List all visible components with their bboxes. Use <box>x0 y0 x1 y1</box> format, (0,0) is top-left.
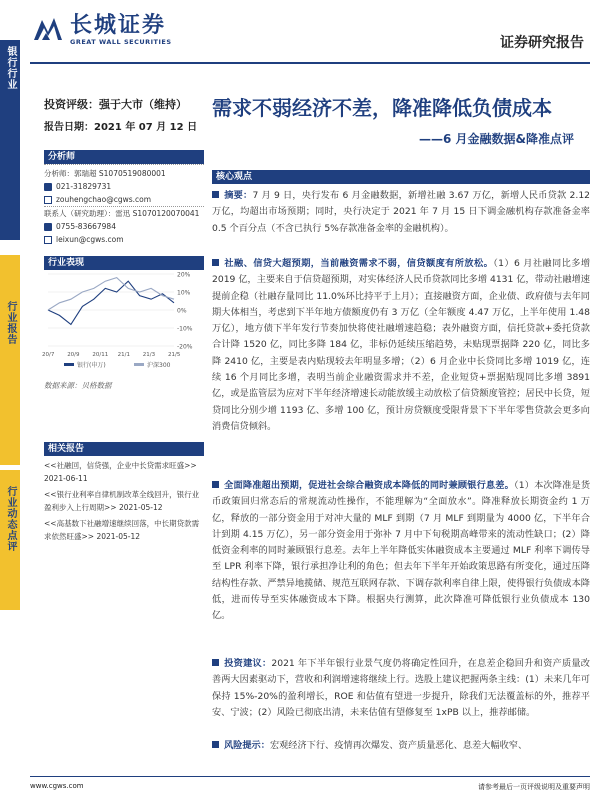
related-reports <box>44 442 204 543</box>
company-logo <box>30 14 172 46</box>
credit-paragraph <box>212 256 590 435</box>
risk-lead: 风险提示： <box>224 740 270 751</box>
chart-head: 行业表现 <box>44 256 204 270</box>
advice-text: 2021 年下半年银行业景气度仍将确定性回升，在息差企稳回升和资产质量改善两大因素驱动下，营收和利润增速将继续上行。选股上建议把握两条主线：(1）未来几年可保持 15%-20%的盈利增长，ROE 和估值有望进一步提升，除我们无法覆盖标的外，推荐平安、宁波；(2）风险已彻底出清，未来估值有望修复至 1xPB 以上，推荐邮储。 <box>212 658 590 718</box>
credit-text: （1）6 月社融同比多增 2019 亿，主要来自于信贷超预期，对实体经济人民币贷款同比多增 4131 亿，带动社融增速提前企稳（社融存量同比 11.0%环比持平于上月）；直接融资方面，企业债、政府债与去年同期大体相当，考虑到下半年地方债额度仍有 3 万亿（全年额度 4.47 万亿，上半年使用 1.48 万亿），地方债下半年发行节奏加快将使社融增速趋稳；表外融资方面，信托贷款+委托贷款合计降 1520 亿，同比多降 184 亿，非标仍延续压缩趋势，未贴现票据降 220 亿，同比多降 2410 亿，主要是表内贴现较去年明显多增；（2）6 月企业中长贷同比多增 1019 亿，连续 16 个月同比多增，表明当前企业融资需求并不差，企业短贷+票据贴现同比多增 3891 亿，或是监管层为应对下半年经济增速长动能放缓主动放松了信贷额度管控；居民中长贷，短贷同比分别少增 1193 亿、多增 100 亿，预计房贷额度受限背景下下半年零售贷款会更多向消费信贷倾斜。 <box>212 258 591 432</box>
phone-icon <box>44 183 52 191</box>
footer-divider <box>30 776 590 777</box>
chart-source: 数据来源：贝格数据 <box>44 381 112 390</box>
bullet-icon <box>212 191 219 198</box>
core-view-head: 核心观点 <box>212 170 590 184</box>
analyst-email[interactable]: zouhengchao@cgws.com <box>44 193 204 206</box>
legend-swatch <box>134 363 144 366</box>
series-line <box>48 281 174 324</box>
analyst-name: 分析师：郭瑞超 S1070519080001 <box>44 169 166 178</box>
y-tick-label: -20% <box>177 343 193 351</box>
related-report-link[interactable]: <<高基数下社融增速继续回落，中长期贷款需求依然旺盛>> 2021-05-12 <box>44 519 200 541</box>
x-tick-label: 20/7 <box>42 352 55 358</box>
footer-disclaimer: 请参考最后一页评级说明及重要声明 <box>478 783 590 791</box>
report-category-text: 行业动态点评 <box>5 486 16 552</box>
analyst-head: 分析师 <box>44 150 204 164</box>
rrr-cut-paragraph <box>212 478 590 625</box>
legend-swatch <box>64 363 74 366</box>
x-tick-label: 20/11 <box>92 352 109 358</box>
report-type: 证券研究报告 <box>500 35 584 51</box>
phone-icon <box>44 223 52 231</box>
left-strip <box>0 0 20 800</box>
risk-text: 宏观经济下行、疫情再次爆发、资产质量恶化、息差大幅收窄、 <box>269 740 528 751</box>
summary-lead: 摘要： <box>224 190 253 201</box>
y-tick-label: -10% <box>177 325 193 333</box>
report-kind-tag <box>0 255 20 465</box>
report-date: 报告日期：2021 年 07 月 12 日 <box>44 122 198 133</box>
legend-label: 沪深300 <box>147 362 171 369</box>
report-kind-text: 行业报告 <box>5 301 16 345</box>
industry-tag-text: 银行行业 <box>5 46 16 90</box>
mail-icon <box>44 236 52 244</box>
contact-name: 联系人（研究助理）：雷迅 S1070120070041 <box>44 209 200 218</box>
legend-label: 银行(申万) <box>77 362 106 369</box>
x-tick-label: 20/9 <box>67 352 80 358</box>
related-report-link[interactable]: <<社融回，信贷强，企业中长贷需求旺盛>> <box>44 461 197 470</box>
y-tick-label: 20% <box>177 271 191 279</box>
summary-text: 7 月 9 日，央行发布 6 月金融数据，新增社融 3.67 万亿，新增人民币贷款 2.12 万亿，均超出市场预期；同时，央行决定于 2021 年 7 月 15 日下调金融机构存款准备金率 0.5 个百分点（不含已执行 5%存款准备金率的金融机构）。 <box>212 190 591 234</box>
analyst-phone: 021-31829731 <box>44 180 204 193</box>
page-subtitle: ——6 月金融数据&降准点评 <box>419 132 574 146</box>
industry-tag <box>0 40 20 240</box>
bullet-icon <box>212 481 219 488</box>
x-tick-label: 21/1 <box>117 352 130 358</box>
advice-lead: 投资建议： <box>224 658 272 669</box>
performance-chart-svg <box>44 270 204 376</box>
industry-performance-chart <box>44 256 204 376</box>
contact-phone: 0755-83667984 <box>44 220 204 233</box>
report-category-tag <box>0 470 20 610</box>
contact-email[interactable]: leixun@cgws.com <box>44 233 204 246</box>
investment-advice-paragraph <box>212 656 590 721</box>
great-wall-logo-icon <box>30 14 66 46</box>
logo-en: GREAT WALL SECURITIES <box>70 38 172 46</box>
header-divider <box>30 62 590 64</box>
related-report-date: 2021-06-11 <box>44 474 88 483</box>
footer-website[interactable]: www.cgws.com <box>30 782 84 790</box>
bullet-icon <box>212 259 219 266</box>
risk-paragraph <box>212 738 590 754</box>
page-header <box>30 10 590 60</box>
x-tick-label: 21/3 <box>142 352 156 358</box>
rrr-cut-lead: 全面降准超出预期，促进社会综合融资成本降低的同时兼顾银行息差。 <box>224 480 514 491</box>
logo-cn: 长城证券 <box>70 13 167 38</box>
y-tick-label: 0% <box>177 307 187 315</box>
bullet-icon <box>212 659 219 666</box>
analyst-section <box>44 150 204 246</box>
investment-rating: 投资评级：强于大市（维持） <box>44 98 187 111</box>
rrr-cut-text: （1）本次降准是货币政策回归常态后的常规流动性操作，不能理解为“全面放水”。降准释放长期资金约 1 万亿，释放的一部分资金用于对冲大量的 MLF 到期（7 月 MLF 到期量为 4000 亿，下半年合计到期 4.15 万亿），另一部分资金用于弥补 7 月中下旬税期高峰带来的流动性缺口；(2）降低资金利率的同时兼顾银行息差。去年上半年降低实体融资成本主要通过 MLF 利率下调传导至 LPR 利率下降，银行承担净让利的角色；但去年下半年开始政策思路有所变化，通过压降结构性存款、严禁异地揽储、规范互联网存款、下调存款利率自律上限，使得银行负债成本降低，进而传导至实体融资成本下降。根据央行测算，此次降准可降低银行业负债成本 130 亿。 <box>212 480 591 622</box>
page-title: 需求不弱经济不差，降准降低负债成本 <box>212 96 552 120</box>
related-head: 相关报告 <box>44 442 204 456</box>
y-tick-label: 10% <box>177 289 191 297</box>
bullet-icon <box>212 741 219 748</box>
mail-icon <box>44 196 52 204</box>
x-tick-label: 21/5 <box>168 352 181 358</box>
summary-paragraph <box>212 188 590 237</box>
credit-lead: 社融、信贷大超预期，当前融资需求不弱，信贷额度有所放松。 <box>224 258 494 269</box>
related-report-link[interactable]: <<银行业利率自律机制改革全线回升，银行业盈利步入上行周期>> 2021-05-12 <box>44 490 200 512</box>
series-line <box>48 278 174 310</box>
